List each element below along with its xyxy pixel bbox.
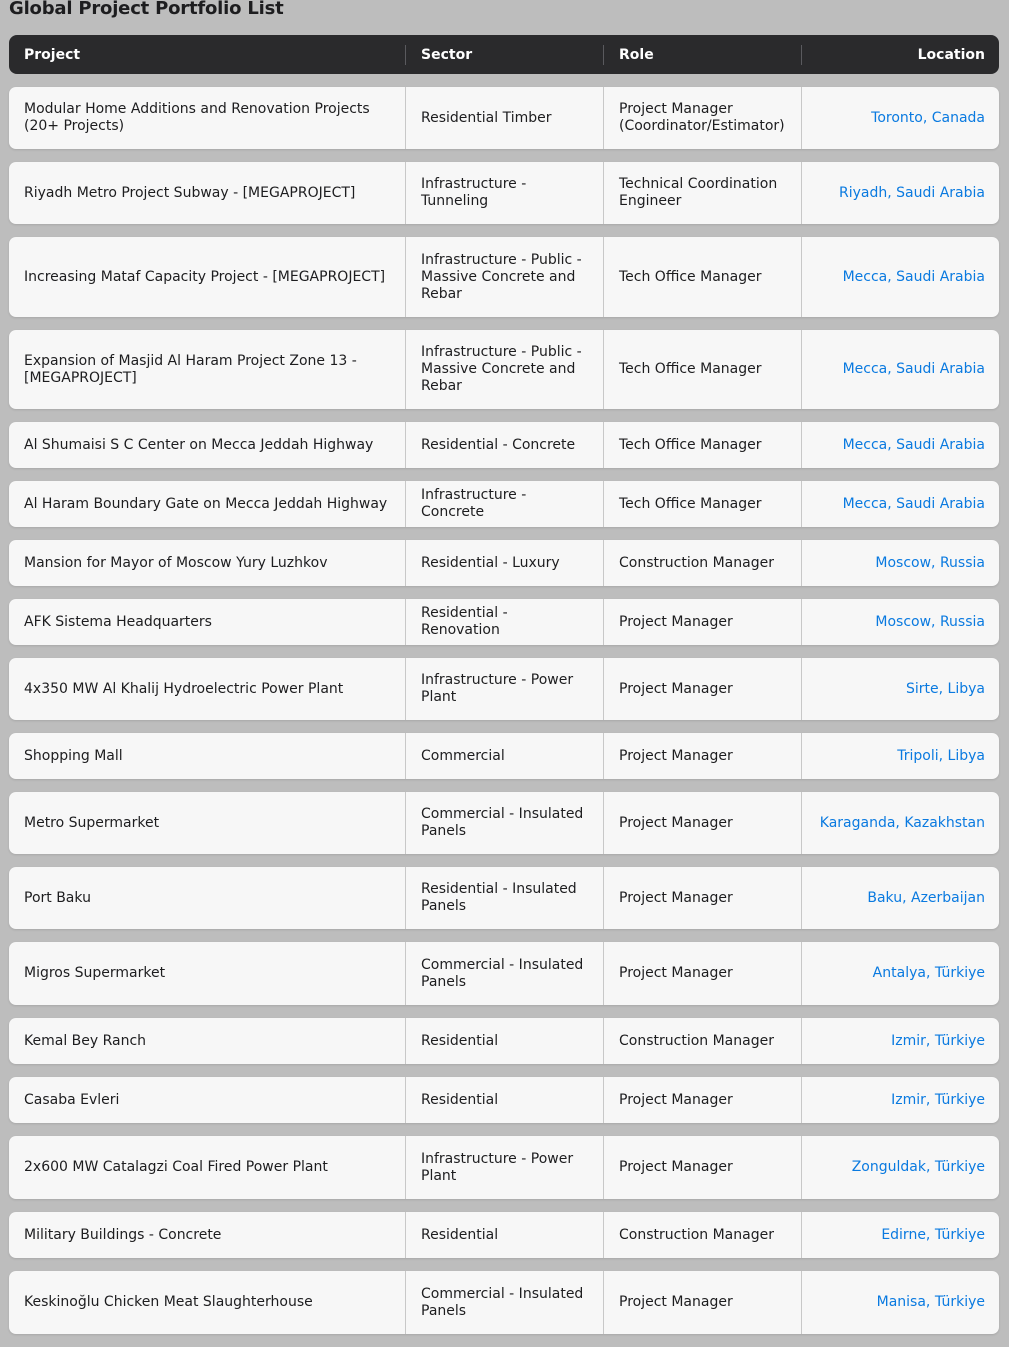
location-link[interactable]: Mecca, Saudi Arabia	[842, 361, 985, 377]
location-link[interactable]: Tripoli, Libya	[897, 747, 985, 764]
cell-sector: Infrastructure - Public - Massive Concrete and Rebar	[406, 237, 604, 317]
location-link[interactable]: Mecca, Saudi Arabia	[842, 268, 985, 285]
table-row	[9, 540, 999, 586]
table-row	[9, 792, 999, 854]
location-link[interactable]: Riyadh, Saudi Arabia	[839, 184, 985, 201]
cell-role: Construction Manager	[604, 1018, 802, 1064]
cell-project: Migros Supermarket	[9, 942, 406, 1005]
table-row	[9, 481, 999, 527]
cell-role: Project Manager	[604, 1271, 802, 1334]
cell-sector: Infrastructure - Public - Massive Concrete and Rebar	[406, 330, 604, 409]
cell-role: Technical Coordination Engineer	[604, 162, 802, 224]
table-row	[9, 942, 999, 1005]
cell-project: Expansion of Masjid Al Haram Project Zone 13 - [MEGAPROJECT]	[9, 330, 406, 409]
location-link[interactable]: Toronto, Canada	[871, 109, 985, 126]
cell-role: Tech Office Manager	[604, 237, 802, 317]
table-row	[9, 1018, 999, 1064]
location-link[interactable]: Zonguldak, Türkiye	[851, 1159, 985, 1175]
column-header-role[interactable]: Role	[604, 45, 802, 65]
cell-role: Tech Office Manager	[604, 330, 802, 409]
cell-project: 4x350 MW Al Khalij Hydroelectric Power Plant	[9, 658, 406, 720]
table-row	[9, 1271, 999, 1334]
column-header-location[interactable]: Location	[917, 46, 985, 63]
cell-role: Project Manager	[604, 658, 802, 720]
table-row	[9, 733, 999, 779]
cell-sector: Residential	[406, 1212, 604, 1258]
portfolio-table	[9, 35, 999, 1347]
cell-sector: Infrastructure - Power Plant	[406, 658, 604, 720]
cell-role: Project Manager	[604, 1077, 802, 1123]
cell-sector: Residential	[406, 1018, 604, 1064]
cell-project: Shopping Mall	[9, 733, 406, 779]
location-link[interactable]: Edirne, Türkiye	[881, 1226, 985, 1243]
cell-sector: Infrastructure - Tunneling	[406, 162, 604, 224]
location-link[interactable]: Manisa, Türkiye	[876, 1294, 985, 1310]
cell-project: Metro Supermarket	[9, 792, 406, 854]
cell-role: Project Manager	[604, 599, 802, 645]
cell-sector: Residential - Insulated Panels	[406, 867, 604, 929]
location-link[interactable]: Mecca, Saudi Arabia	[842, 436, 985, 453]
cell-project: Mansion for Mayor of Moscow Yury Luzhkov	[9, 540, 406, 586]
cell-project: AFK Sistema Headquarters	[9, 599, 406, 645]
cell-project: Al Shumaisi S C Center on Mecca Jeddah Highway	[9, 422, 406, 468]
cell-project: Port Baku	[9, 867, 406, 929]
cell-role: Project Manager (Coordinator/Estimator)	[604, 87, 802, 149]
cell-project: Increasing Mataf Capacity Project - [MEGAPROJECT]	[9, 237, 406, 317]
table-row	[9, 1136, 999, 1199]
cell-role: Construction Manager	[604, 1212, 802, 1258]
cell-role: Project Manager	[604, 1136, 802, 1199]
cell-project: Military Buildings - Concrete	[9, 1212, 406, 1258]
cell-sector: Residential	[406, 1077, 604, 1123]
cell-sector: Commercial - Insulated Panels	[406, 1271, 604, 1334]
cell-project: 2x600 MW Catalagzi Coal Fired Power Plant	[9, 1136, 406, 1199]
column-header-project[interactable]: Project	[9, 45, 406, 65]
column-header-sector[interactable]: Sector	[406, 45, 604, 65]
cell-sector: Commercial	[406, 733, 604, 779]
cell-role: Project Manager	[604, 867, 802, 929]
table-row	[9, 658, 999, 720]
table-row	[9, 1077, 999, 1123]
cell-role: Tech Office Manager	[604, 481, 802, 527]
cell-role: Project Manager	[604, 792, 802, 854]
cell-role: Project Manager	[604, 942, 802, 1005]
table-body	[9, 87, 999, 1334]
location-link[interactable]: Sirte, Libya	[906, 680, 985, 697]
table-row	[9, 599, 999, 645]
table-row	[9, 237, 999, 317]
cell-project: Al Haram Boundary Gate on Mecca Jeddah Highway	[9, 481, 406, 527]
table-row	[9, 422, 999, 468]
table-row	[9, 867, 999, 929]
table-row	[9, 162, 999, 224]
cell-sector: Residential - Luxury	[406, 540, 604, 586]
cell-project: Modular Home Additions and Renovation Projects (20+ Projects)	[9, 87, 406, 149]
table-row	[9, 87, 999, 149]
table-row	[9, 1212, 999, 1258]
cell-sector: Residential - Renovation	[406, 599, 604, 645]
cell-project: Kemal Bey Ranch	[9, 1018, 406, 1064]
cell-sector: Commercial - Insulated Panels	[406, 942, 604, 1005]
cell-sector: Infrastructure - Power Plant	[406, 1136, 604, 1199]
location-link[interactable]: Moscow, Russia	[875, 613, 985, 630]
location-link[interactable]: Mecca, Saudi Arabia	[842, 495, 985, 512]
cell-sector: Infrastructure - Concrete	[406, 481, 604, 527]
cell-role: Tech Office Manager	[604, 422, 802, 468]
location-link[interactable]: Karaganda, Kazakhstan	[819, 814, 985, 831]
location-link[interactable]: Antalya, Türkiye	[872, 965, 985, 981]
location-link[interactable]: Moscow, Russia	[875, 554, 985, 571]
table-header	[9, 35, 999, 74]
location-link[interactable]: Baku, Azerbaijan	[867, 889, 985, 906]
page-title: Global Project Portfolio List	[9, 0, 284, 19]
cell-role: Construction Manager	[604, 540, 802, 586]
location-link[interactable]: Izmir, Türkiye	[891, 1032, 985, 1049]
cell-project: Keskinoğlu Chicken Meat Slaughterhouse	[9, 1271, 406, 1334]
cell-project: Riyadh Metro Project Subway - [MEGAPROJECT]	[9, 162, 406, 224]
cell-project: Casaba Evleri	[9, 1077, 406, 1123]
table-row	[9, 330, 999, 409]
location-link[interactable]: Izmir, Türkiye	[891, 1091, 985, 1108]
cell-sector: Residential - Concrete	[406, 422, 604, 468]
cell-sector: Commercial - Insulated Panels	[406, 792, 604, 854]
cell-sector: Residential Timber	[406, 87, 604, 149]
cell-role: Project Manager	[604, 733, 802, 779]
